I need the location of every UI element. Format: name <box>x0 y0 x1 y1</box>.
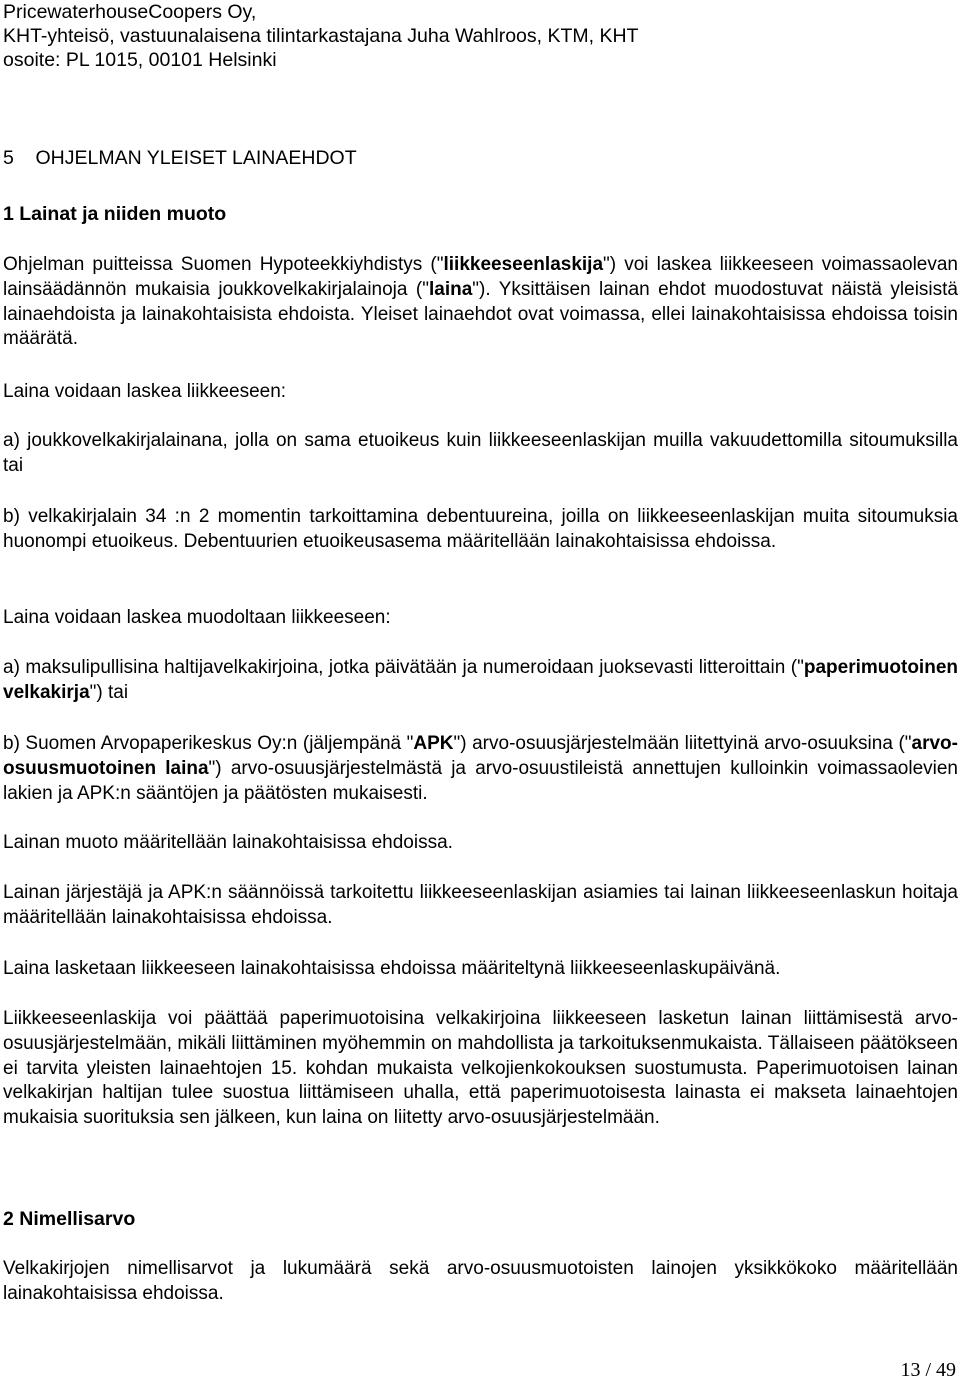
paragraph-issue-types: Laina voidaan laskea liikkeeseen: <box>3 381 287 402</box>
paragraph-loan-form-defined: Lainan muoto määritellään lainakohtaisissa ehdoissa. <box>3 832 453 853</box>
header-line-company: PricewaterhouseCoopers Oy, <box>3 1 257 23</box>
paragraph-arranger-agent: Lainan järjestäjä ja APK:n säännöissä tarkoitettu liikkeeseenlaskijan asiamies tai lainan liikkeeseenlaskun hoitaja määritellään lainakohtaisissa ehdoissa. <box>3 882 958 928</box>
auditor-header <box>3 0 958 72</box>
paragraph-issue-date: Laina lasketaan liikkeeseen lainakohtaisissa ehdoissa määriteltynä liikkeeseenlaskupäivänä. <box>3 958 781 979</box>
page-number: 13 / 49 <box>900 1359 956 1381</box>
chapter-title: 5 OHJELMAN YLEISET LAINAEHDOT <box>3 147 357 169</box>
paragraph-nominal-value: Velkakirjojen nimellisarvot ja lukumäärä sekä arvo-osuusmuotoisten lainojen yksikkökoko määritellään lainakohtaisissa ehdoissa. <box>3 1258 958 1304</box>
defined-term-apk: APK <box>413 733 454 754</box>
section-heading-nominal-value: 2 Nimellisarvo <box>3 1208 136 1230</box>
document-page <box>3 0 958 1304</box>
defined-term-loan: laina <box>428 278 473 300</box>
paragraph-form-a-paper: a) maksulipullisina haltijavelkakirjoina, jotka päivätään ja numeroidaan juoksevasti litteroittain ("paperimuotoinen velkakirja") tai <box>3 657 958 703</box>
paragraph-form-b-book-entry: b) Suomen Arvopaperikeskus Oy:n (jäljempänä "APK") arvo-osuusjärjestelmään liitettyinä arvo-osuuksina ("arvo-osuusmuotoinen laina") arvo-osuusjärjestelmästä ja arvo-osuustileistä annettujen kulloinkin voimassaolevien lakien ja APK:n sääntöjen ja päätösten mukaisesti. <box>3 733 958 804</box>
section-heading-loans: 1 Lainat ja niiden muoto <box>3 203 227 225</box>
paragraph-option-b-debenture: b) velkakirjalain 34 :n 2 momentin tarkoittamina debentuureina, joilla on liikkeeseenlaskijan muita sitoumuksia huonompi etuoikeus. Debentuurien etuoikeusasema määritellään lainakohtaisissa ehdoissa. <box>3 506 958 552</box>
defined-term-book-entry-loan: arvo-osuusmuotoinen laina <box>3 733 958 779</box>
paragraph-option-a-bond: a) joukkovelkakirjalainana, jolla on sama etuoikeus kuin liikkeeseenlaskijan muilla vakuudettomilla sitoumuksilla tai <box>3 430 958 476</box>
paragraph-issue-forms: Laina voidaan laskea muodoltaan liikkeeseen: <box>3 607 391 628</box>
paragraph-program-intro: Ohjelman puitteissa Suomen Hypoteekkiyhdistys ("liikkeeseenlaskija") voi laskea liikkeeseen voimassaolevan lainsäädännön mukaisia joukkovelkakirjalainoja ("laina"). Yksittäisen lainan ehdot muodostuvat näistä yleisistä lainaehdoista ja lainakohtaisista ehdoista. Yleiset lainaehdot ovat voimassa, ellei lainakohtaisissa ehdoissa toisin määrätä. <box>3 254 958 350</box>
defined-term-issuer: liikkeeseenlaskija <box>443 254 604 275</box>
paragraph-conversion: Liikkeeseenlaskija voi päättää paperimuotoisina velkakirjoina liikkeeseen lasketun lainan liittämisestä arvo-osuusjärjestelmään, mikäli liittäminen myöhemmin on mahdollista ja tarkoituksenmukaista. Tällaiseen päätökseen ei tarvita yleisten lainaehtojen 15. kohdan mukaista velkojienkokouksen suostumusta. Paperimuotoisen lainan velkakirjan haltijan tulee suostua liittämiseen uhalla, että paperimuotoisesta lainasta ei makseta lainaehtojen mukaisia suorituksia sen jälkeen, kun laina on liitetty arvo-osuusjärjestelmään. <box>3 1008 958 1129</box>
header-line-address: osoite: PL 1015, 00101 Helsinki <box>3 49 277 71</box>
defined-term-paper-note: paperimuotoinen velkakirja <box>3 657 958 703</box>
header-line-auditor: KHT-yhteisö, vastuunalaisena tilintarkastajana Juha Wahlroos, KTM, KHT <box>3 25 639 47</box>
